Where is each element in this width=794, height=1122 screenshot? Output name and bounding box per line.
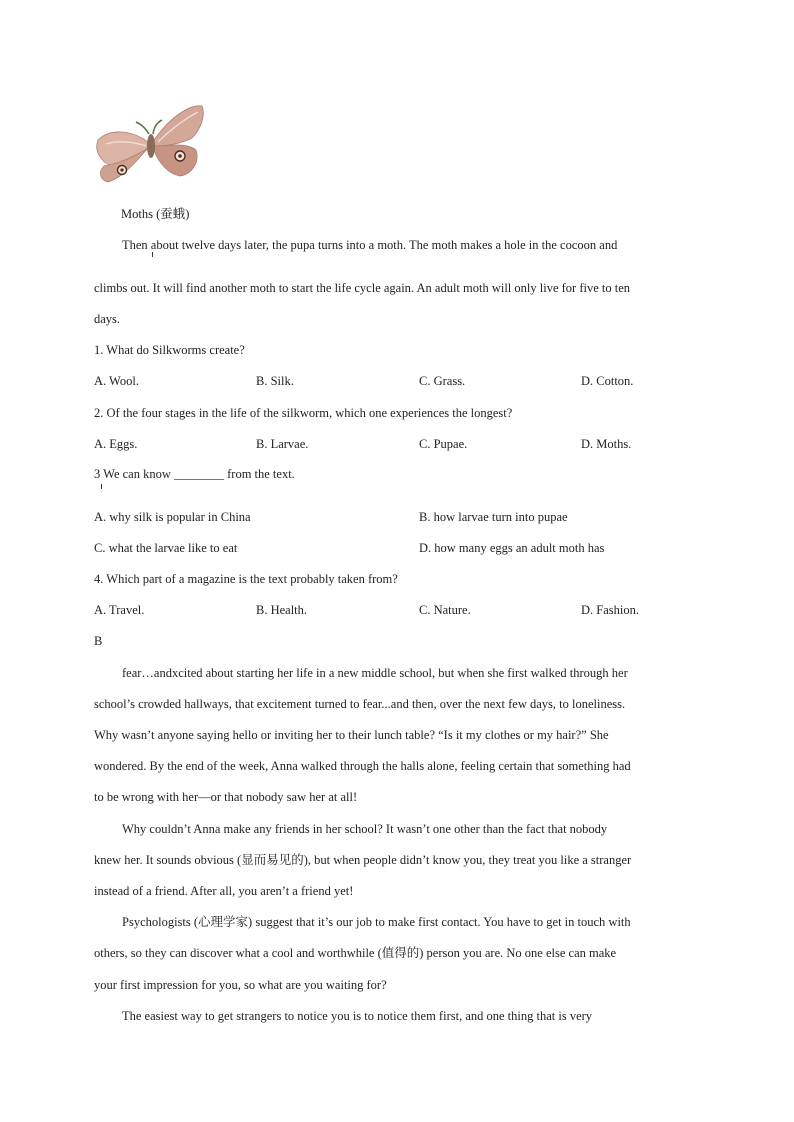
question-4-stem: 4. Which part of a magazine is the text probably taken from? [94,572,398,586]
question-1-option-d[interactable]: D. Cotton. [581,374,634,388]
question-1-option-c[interactable]: C. Grass. [419,374,466,388]
passage-b-p1-line: fear…andxcited about starting her life in a new middle school, but when she first walked through her [122,666,628,680]
question-3-option-a[interactable]: A. why silk is popular in China [94,510,251,524]
passage-b-p1-line: school’s crowded hallways, that excitement turned to fear...and then, over the next few days, to loneliness. [94,697,626,711]
question-3-option-c[interactable]: C. what the larvae like to eat [94,541,238,555]
moth-illustration [92,100,208,188]
question-3-option-d[interactable]: D. how many eggs an adult moth has [419,541,605,555]
question-4-option-d[interactable]: D. Fashion. [581,603,639,617]
question-4-option-b[interactable]: B. Health. [256,603,308,617]
question-2-option-b[interactable]: B. Larvae. [256,437,309,451]
passage-b-p1-line: to be wrong with her—or that nobody saw her at all! [94,790,358,804]
question-4-option-c[interactable]: C. Nature. [419,603,471,617]
question-1-option-b[interactable]: B. Silk. [256,374,294,388]
question-2-option-c[interactable]: C. Pupae. [419,437,468,451]
passage-b-p3-line: Psychologists (心理学家) suggest that it’s our job to make first contact. You have to get in touch with [122,915,631,929]
passage-b-p1-line: Why wasn’t anyone saying hello or inviting her to their lunch table? “Is it my clothes or my hair?” She [94,728,609,742]
passage-b-p2-line: instead of a friend. After all, you aren’t a friend yet! [94,884,354,898]
question-3-option-b[interactable]: B. how larvae turn into pupae [419,510,568,524]
passage-b-p1-line: wondered. By the end of the week, Anna walked through the halls alone, feeling certain that something had [94,759,631,773]
moths-paragraph-line-1: Then about twelve days later, the pupa turns into a moth. The moth makes a hole in the cocoon and [122,238,618,252]
passage-b-p2-line: knew her. It sounds obvious (显而易见的), but when people didn’t know you, they treat you like a stranger [94,853,632,867]
question-3-stem: 3 We can know ________ from the text. [94,467,295,481]
question-4-option-a[interactable]: A. Travel. [94,603,145,617]
stray-mark [152,252,153,257]
section-b-label: B [94,634,103,648]
question-1-stem: 1. What do Silkworms create? [94,343,245,357]
moths-paragraph-line-2: climbs out. It will find another moth to start the life cycle again. An adult moth will only live for five to ten [94,281,630,295]
moths-heading: Moths (蚕蛾) [121,207,190,221]
question-2-stem: 2. Of the four stages in the life of the silkworm, which one experiences the longest? [94,406,513,420]
passage-b-p2-line: Why couldn’t Anna make any friends in her school? It wasn’t one other than the fact that nobody [122,822,608,836]
passage-b-p3-line: your first impression for you, so what are you waiting for? [94,978,387,992]
passage-b-p4-line: The easiest way to get strangers to notice you is to notice them first, and one thing that is very [122,1009,593,1023]
stray-mark [101,484,102,489]
moths-paragraph-line-3: days. [94,312,121,326]
question-2-option-a[interactable]: A. Eggs. [94,437,138,451]
question-2-option-d[interactable]: D. Moths. [581,437,632,451]
question-1-option-a[interactable]: A. Wool. [94,374,139,388]
passage-b-p3-line: others, so they can discover what a cool and worthwhile (值得的) person you are. No one else can make [94,946,617,960]
